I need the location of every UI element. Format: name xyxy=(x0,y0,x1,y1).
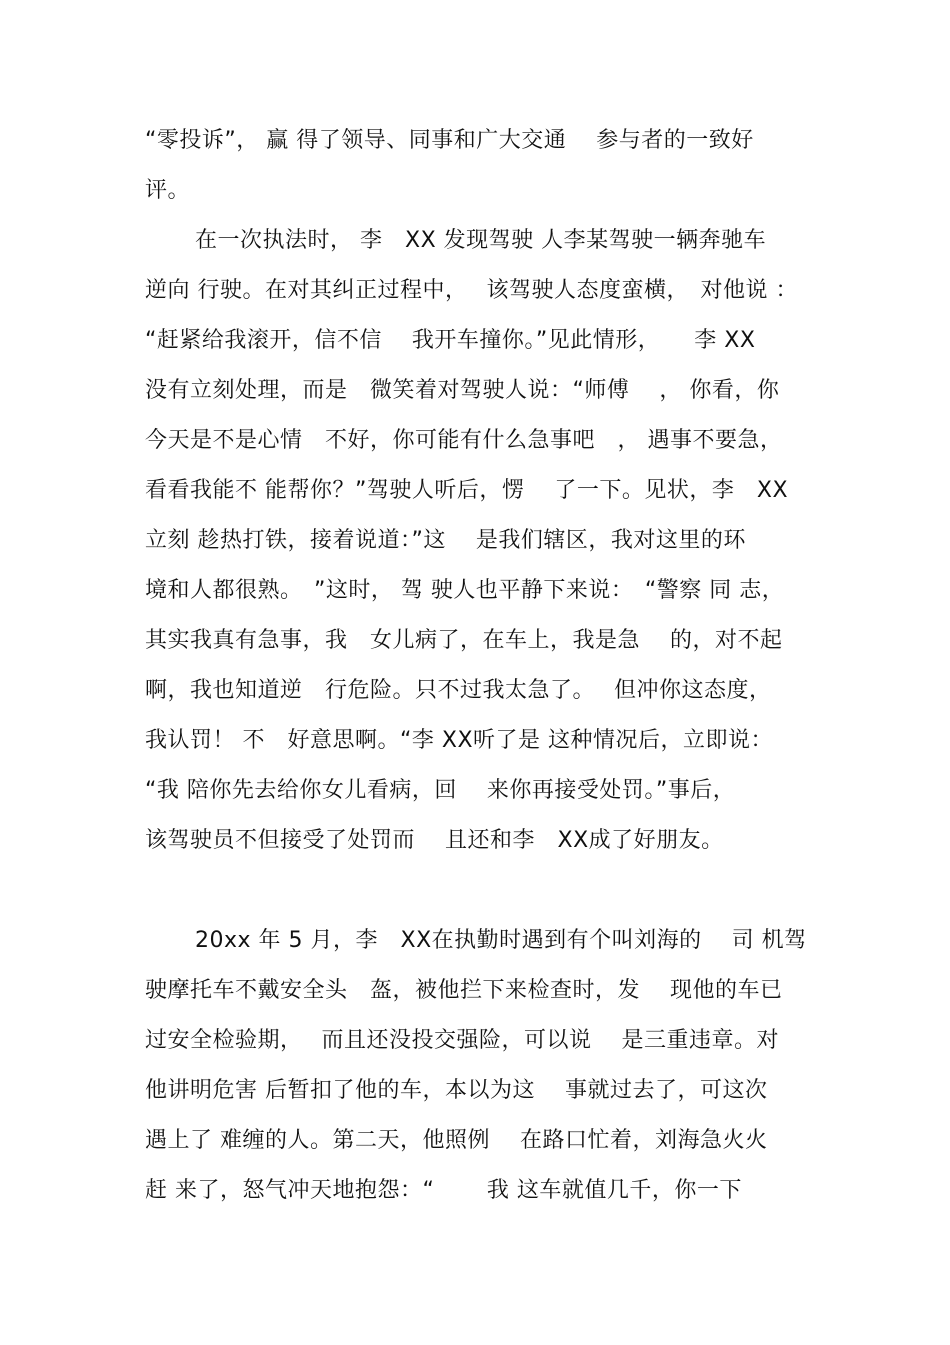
text-line: 没有立刻处理，而是 微笑着对驾驶人说：“师傅 ， 你看，你 xyxy=(145,378,780,403)
text-line: 其实我真有急事，我 女儿病了，在车上，我是急 的，对不起 xyxy=(145,628,783,653)
text-line: 在一次执法时， 李 XX 发现驾驶 人李某驾驶一辆奔驰车 xyxy=(195,228,767,253)
text-line: 看看我能不 能帮你？”驾驶人听后，愣 了一下。见状，李 XX xyxy=(145,478,789,503)
text-line: 评。 xyxy=(145,178,191,203)
text-line: 驶摩托车不戴安全头 盔，被他拦下来检查时，发 现他的车已 xyxy=(145,978,783,1003)
text-line: 我认罚！ 不 好意思啊。“李 XX听了是 这种情况后，立即说： xyxy=(145,728,774,753)
text-line: 立刻 趁热打铁，接着说道：”这 是我们辖区，我对这里的环 xyxy=(145,528,746,553)
text-line: 今天是不是心情 不好，你可能有什么急事吧 ， 遇事不要急， xyxy=(145,428,783,453)
text-line: 20xx 年 5 月，李 XX在执勤时遇到有个叫刘海的 司 机驾 xyxy=(195,928,807,953)
text-line: “赶紧给我滚开，信不信 我开车撞你。”见此情形， 李 XX xyxy=(145,328,756,353)
text-line: 他讲明危害 后暂扣了他的车，本以为这 事就过去了，可这次 xyxy=(145,1078,768,1103)
text-line: 遇上了 难缠的人。第二天，他照例 在路口忙着，刘海急火火 xyxy=(145,1128,768,1153)
text-line: 啊，我也知道逆 行危险。只不过我太急了。 但冲你这态度， xyxy=(145,678,772,703)
text-line: 该驾驶员不但接受了处罚而 且还和李 XX成了好朋友。 xyxy=(145,828,724,853)
text-line: 赶 来了，怒气冲天地抱怨：“ 我 这车就值几千，你一下 xyxy=(145,1178,742,1203)
text-line: 境和人都很熟。 ”这时， 驾 驶人也平静下来说： “警察 同 志， xyxy=(145,578,785,603)
text-line: “零投诉”， 赢 得了领导、同事和广大交通 参与者的一致好 xyxy=(145,128,754,153)
text-line: “我 陪你先去给你女儿看病，回 来你再接受处罚。”事后， xyxy=(145,778,736,803)
text-line: 过安全检验期， 而且还没投交强险，可以说 是三重违章。对 xyxy=(145,1028,779,1053)
text-line: 逆向 行驶。在对其纠正过程中， 该驾驶人态度蛮横， 对他说 ： xyxy=(145,278,798,303)
